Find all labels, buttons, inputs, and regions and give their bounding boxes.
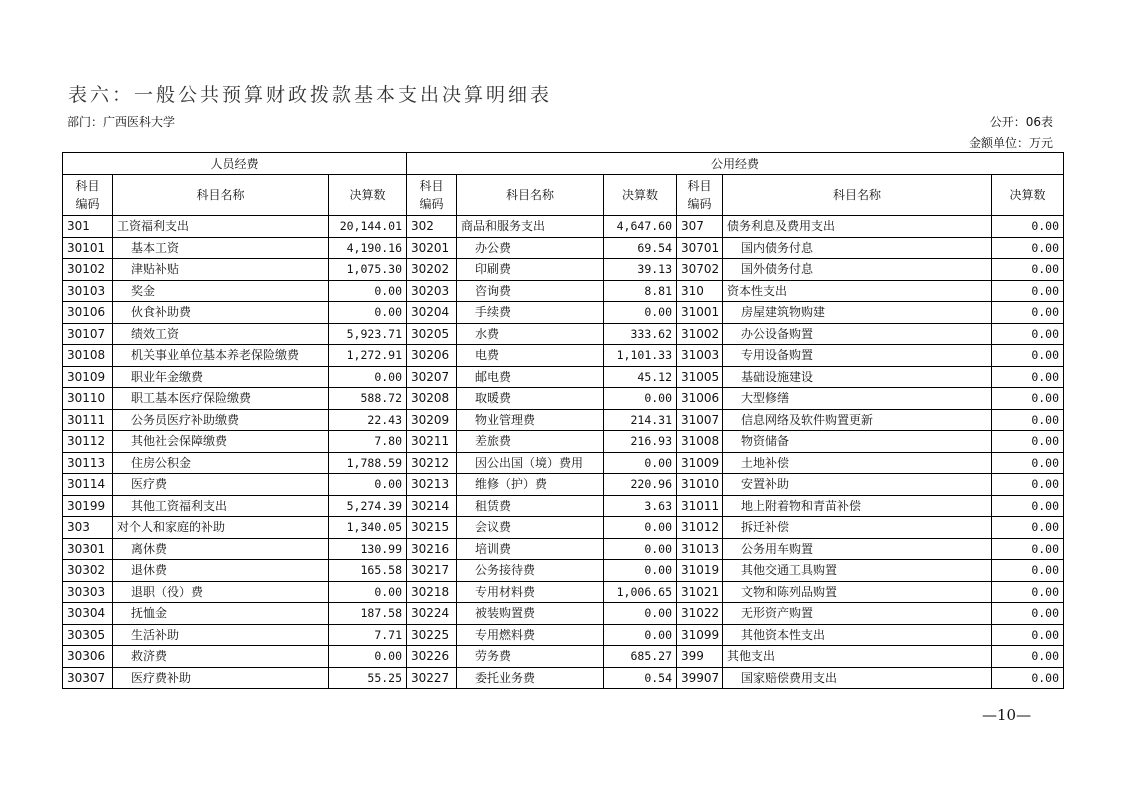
subject-code: 399	[677, 646, 723, 668]
subject-code: 31019	[677, 560, 723, 582]
amount-value: 216.93	[604, 431, 677, 453]
subject-name: 其他社会保障缴费	[113, 431, 329, 453]
subject-name: 物资储备	[723, 431, 992, 453]
subject-name: 职工基本医疗保险缴费	[113, 388, 329, 410]
table-row	[63, 538, 1064, 560]
table-row	[63, 624, 1064, 646]
amount-value: 0.00	[992, 323, 1064, 345]
subject-code: 30302	[63, 560, 113, 582]
amount-value: 0.00	[329, 581, 407, 603]
amount-value: 588.72	[329, 388, 407, 410]
amount-value: 0.00	[992, 345, 1064, 367]
subject-code: 30112	[63, 431, 113, 453]
table-row	[63, 431, 1064, 453]
subject-name: 国外债务付息	[723, 259, 992, 281]
subject-name: 培训费	[457, 538, 604, 560]
amount-value: 0.00	[604, 302, 677, 324]
subject-code: 30202	[407, 259, 457, 281]
subject-name: 取暖费	[457, 388, 604, 410]
subject-name: 其他工资福利支出	[113, 495, 329, 517]
subject-name: 其他支出	[723, 646, 992, 668]
amount-value: 214.31	[604, 409, 677, 431]
subject-name: 工资福利支出	[113, 216, 329, 238]
subject-name: 救济费	[113, 646, 329, 668]
subject-name: 住房公积金	[113, 452, 329, 474]
table-row	[63, 517, 1064, 539]
amount-value: 187.58	[329, 603, 407, 625]
subject-code: 303	[63, 517, 113, 539]
subject-name: 其他资本性支出	[723, 624, 992, 646]
subject-code: 30101	[63, 237, 113, 259]
subject-code: 30304	[63, 603, 113, 625]
subject-name: 基础设施建设	[723, 366, 992, 388]
subject-name: 会议费	[457, 517, 604, 539]
subject-name: 办公设备购置	[723, 323, 992, 345]
table-row	[63, 409, 1064, 431]
expenditure-table	[62, 152, 1064, 689]
subject-name: 公务接待费	[457, 560, 604, 582]
subject-code: 30207	[407, 366, 457, 388]
amount-value: 0.00	[992, 474, 1064, 496]
header-amount: 决算数	[329, 175, 407, 216]
subject-name: 拆迁补偿	[723, 517, 992, 539]
header-name: 科目名称	[457, 175, 604, 216]
amount-value: 7.80	[329, 431, 407, 453]
subject-name: 土地补偿	[723, 452, 992, 474]
subject-name: 机关事业单位基本养老保险缴费	[113, 345, 329, 367]
subject-code: 30303	[63, 581, 113, 603]
amount-value: 4,190.16	[329, 237, 407, 259]
table-row	[63, 495, 1064, 517]
amount-value: 165.58	[329, 560, 407, 582]
subject-code: 30103	[63, 280, 113, 302]
table-row	[63, 323, 1064, 345]
subject-name: 无形资产购置	[723, 603, 992, 625]
subject-name: 办公费	[457, 237, 604, 259]
subject-name: 专用燃料费	[457, 624, 604, 646]
header-amount: 决算数	[604, 175, 677, 216]
header-code: 科目 编码	[677, 175, 723, 216]
subject-name: 地上附着物和青苗补偿	[723, 495, 992, 517]
amount-value: 0.00	[992, 581, 1064, 603]
subject-name: 水费	[457, 323, 604, 345]
subject-code: 30215	[407, 517, 457, 539]
amount-value: 1,788.59	[329, 452, 407, 474]
header-code: 科目 编码	[407, 175, 457, 216]
table-row	[63, 581, 1064, 603]
page-number: —10—	[982, 706, 1032, 724]
subject-name: 绩效工资	[113, 323, 329, 345]
amount-value: 0.00	[992, 538, 1064, 560]
subject-code: 301	[63, 216, 113, 238]
subject-code: 30109	[63, 366, 113, 388]
subject-name: 房屋建筑物购建	[723, 302, 992, 324]
amount-value: 20,144.01	[329, 216, 407, 238]
table-row	[63, 302, 1064, 324]
subject-name: 津贴补贴	[113, 259, 329, 281]
subject-code: 31099	[677, 624, 723, 646]
amount-value: 0.00	[992, 624, 1064, 646]
subject-name: 咨询费	[457, 280, 604, 302]
table-row	[63, 345, 1064, 367]
amount-value: 0.00	[992, 431, 1064, 453]
amount-value: 0.00	[992, 388, 1064, 410]
amount-value: 0.00	[329, 280, 407, 302]
amount-value: 22.43	[329, 409, 407, 431]
subject-code: 30301	[63, 538, 113, 560]
amount-value: 0.00	[604, 624, 677, 646]
subject-code: 30110	[63, 388, 113, 410]
subject-code: 30111	[63, 409, 113, 431]
amount-value: 0.00	[992, 667, 1064, 689]
subject-code: 30224	[407, 603, 457, 625]
amount-value: 69.54	[604, 237, 677, 259]
amount-value: 0.00	[329, 474, 407, 496]
amount-value: 1,340.05	[329, 517, 407, 539]
subject-name: 国内债务付息	[723, 237, 992, 259]
amount-value: 0.00	[604, 388, 677, 410]
table-row	[63, 452, 1064, 474]
amount-value: 0.00	[992, 237, 1064, 259]
subject-name: 电费	[457, 345, 604, 367]
table-row	[63, 259, 1064, 281]
subject-name: 伙食补助费	[113, 302, 329, 324]
subject-name: 医疗费	[113, 474, 329, 496]
amount-value: 39.13	[604, 259, 677, 281]
table-body	[63, 216, 1064, 689]
amount-value: 0.00	[604, 538, 677, 560]
subject-code: 30102	[63, 259, 113, 281]
amount-value: 4,647.60	[604, 216, 677, 238]
page-title: 表六：一般公共预算财政拨款基本支出决算明细表	[68, 84, 553, 106]
amount-value: 1,272.91	[329, 345, 407, 367]
subject-code: 30305	[63, 624, 113, 646]
header-code: 科目 编码	[63, 175, 113, 216]
subject-code: 31005	[677, 366, 723, 388]
table-row	[63, 216, 1064, 238]
amount-value: 0.00	[992, 517, 1064, 539]
subject-code: 31009	[677, 452, 723, 474]
subject-name: 印刷费	[457, 259, 604, 281]
subject-code: 30225	[407, 624, 457, 646]
table-row	[63, 366, 1064, 388]
subject-name: 委托业务费	[457, 667, 604, 689]
subject-code: 30206	[407, 345, 457, 367]
subject-name: 邮电费	[457, 366, 604, 388]
table-row	[63, 603, 1064, 625]
subject-code: 30214	[407, 495, 457, 517]
amount-value: 0.00	[992, 603, 1064, 625]
subject-code: 31003	[677, 345, 723, 367]
amount-value: 8.81	[604, 280, 677, 302]
amount-value: 0.00	[992, 259, 1064, 281]
subject-name: 信息网络及软件购置更新	[723, 409, 992, 431]
department-label: 部门：广西医科大学	[67, 115, 176, 129]
subject-code: 30204	[407, 302, 457, 324]
subject-name: 因公出国（境）费用	[457, 452, 604, 474]
subject-code: 30216	[407, 538, 457, 560]
amount-value: 0.00	[992, 216, 1064, 238]
amount-value: 0.00	[992, 409, 1064, 431]
amount-value: 1,075.30	[329, 259, 407, 281]
group-header-personnel: 人员经费	[63, 153, 407, 175]
subject-name: 国家赔偿费用支出	[723, 667, 992, 689]
amount-value: 0.00	[604, 560, 677, 582]
subject-code: 30113	[63, 452, 113, 474]
amount-unit: 金额单位：万元	[968, 136, 1053, 150]
amount-value: 130.99	[329, 538, 407, 560]
amount-value: 1,101.33	[604, 345, 677, 367]
subject-code: 30114	[63, 474, 113, 496]
table-row	[63, 667, 1064, 689]
subject-code: 30306	[63, 646, 113, 668]
subject-name: 物业管理费	[457, 409, 604, 431]
subject-code: 31007	[677, 409, 723, 431]
subject-code: 31002	[677, 323, 723, 345]
subject-name: 对个人和家庭的补助	[113, 517, 329, 539]
subject-name: 商品和服务支出	[457, 216, 604, 238]
subject-code: 302	[407, 216, 457, 238]
amount-value: 0.00	[604, 452, 677, 474]
subject-name: 退休费	[113, 560, 329, 582]
amount-value: 0.00	[992, 495, 1064, 517]
table-row	[63, 560, 1064, 582]
header-amount: 决算数	[992, 175, 1064, 216]
subject-code: 30226	[407, 646, 457, 668]
amount-value: 0.00	[329, 366, 407, 388]
subject-code: 30203	[407, 280, 457, 302]
subject-code: 31001	[677, 302, 723, 324]
subject-code: 31006	[677, 388, 723, 410]
subject-name: 安置补助	[723, 474, 992, 496]
table-row	[63, 280, 1064, 302]
subject-name: 债务利息及费用支出	[723, 216, 992, 238]
subject-code: 31010	[677, 474, 723, 496]
subject-code: 31021	[677, 581, 723, 603]
subject-code: 30211	[407, 431, 457, 453]
subject-name: 劳务费	[457, 646, 604, 668]
subject-code: 30217	[407, 560, 457, 582]
subject-name: 离休费	[113, 538, 329, 560]
table-row	[63, 646, 1064, 668]
amount-value: 0.54	[604, 667, 677, 689]
subject-code: 30213	[407, 474, 457, 496]
subject-name: 基本工资	[113, 237, 329, 259]
subject-code: 31011	[677, 495, 723, 517]
amount-value: 685.27	[604, 646, 677, 668]
amount-value: 5,923.71	[329, 323, 407, 345]
amount-value: 0.00	[992, 366, 1064, 388]
subject-code: 39907	[677, 667, 723, 689]
subject-name: 资本性支出	[723, 280, 992, 302]
subject-code: 31012	[677, 517, 723, 539]
subject-code: 307	[677, 216, 723, 238]
subject-code: 30108	[63, 345, 113, 367]
amount-value: 0.00	[329, 302, 407, 324]
subject-name: 专用设备购置	[723, 345, 992, 367]
subject-code: 30702	[677, 259, 723, 281]
subject-code: 30212	[407, 452, 457, 474]
subject-name: 专用材料费	[457, 581, 604, 603]
amount-value: 55.25	[329, 667, 407, 689]
subject-code: 30205	[407, 323, 457, 345]
amount-value: 5,274.39	[329, 495, 407, 517]
amount-value: 0.00	[992, 560, 1064, 582]
amount-value: 0.00	[604, 517, 677, 539]
amount-value: 0.00	[992, 302, 1064, 324]
subject-code: 31022	[677, 603, 723, 625]
table-row	[63, 388, 1064, 410]
amount-value: 1,006.65	[604, 581, 677, 603]
subject-code: 30199	[63, 495, 113, 517]
subject-code: 30701	[677, 237, 723, 259]
subject-code: 310	[677, 280, 723, 302]
subject-name: 被装购置费	[457, 603, 604, 625]
public-number: 公开：06表	[989, 115, 1053, 129]
subject-name: 租赁费	[457, 495, 604, 517]
amount-value: 333.62	[604, 323, 677, 345]
amount-value: 3.63	[604, 495, 677, 517]
subject-name: 其他交通工具购置	[723, 560, 992, 582]
subject-name: 公务员医疗补助缴费	[113, 409, 329, 431]
subject-code: 30106	[63, 302, 113, 324]
amount-value: 0.00	[992, 452, 1064, 474]
amount-value: 0.00	[992, 280, 1064, 302]
subject-name: 手续费	[457, 302, 604, 324]
subject-code: 31013	[677, 538, 723, 560]
subject-name: 医疗费补助	[113, 667, 329, 689]
amount-value: 220.96	[604, 474, 677, 496]
subject-name: 差旅费	[457, 431, 604, 453]
subject-code: 30201	[407, 237, 457, 259]
subject-name: 公务用车购置	[723, 538, 992, 560]
amount-value: 7.71	[329, 624, 407, 646]
subject-name: 退职（役）费	[113, 581, 329, 603]
amount-value: 45.12	[604, 366, 677, 388]
group-header-public: 公用经费	[407, 153, 1064, 175]
subject-name: 维修（护）费	[457, 474, 604, 496]
table-row	[63, 237, 1064, 259]
subject-code: 31008	[677, 431, 723, 453]
amount-value: 0.00	[992, 646, 1064, 668]
subject-name: 抚恤金	[113, 603, 329, 625]
subject-code: 30218	[407, 581, 457, 603]
amount-value: 0.00	[329, 646, 407, 668]
amount-value: 0.00	[604, 603, 677, 625]
subject-code: 30107	[63, 323, 113, 345]
subject-code: 30208	[407, 388, 457, 410]
subject-name: 职业年金缴费	[113, 366, 329, 388]
subject-code: 30209	[407, 409, 457, 431]
subject-name: 生活补助	[113, 624, 329, 646]
subject-name: 奖金	[113, 280, 329, 302]
subject-name: 文物和陈列品购置	[723, 581, 992, 603]
header-name: 科目名称	[723, 175, 992, 216]
subject-code: 30227	[407, 667, 457, 689]
header-name: 科目名称	[113, 175, 329, 216]
table-row	[63, 474, 1064, 496]
subject-code: 30307	[63, 667, 113, 689]
subject-name: 大型修缮	[723, 388, 992, 410]
